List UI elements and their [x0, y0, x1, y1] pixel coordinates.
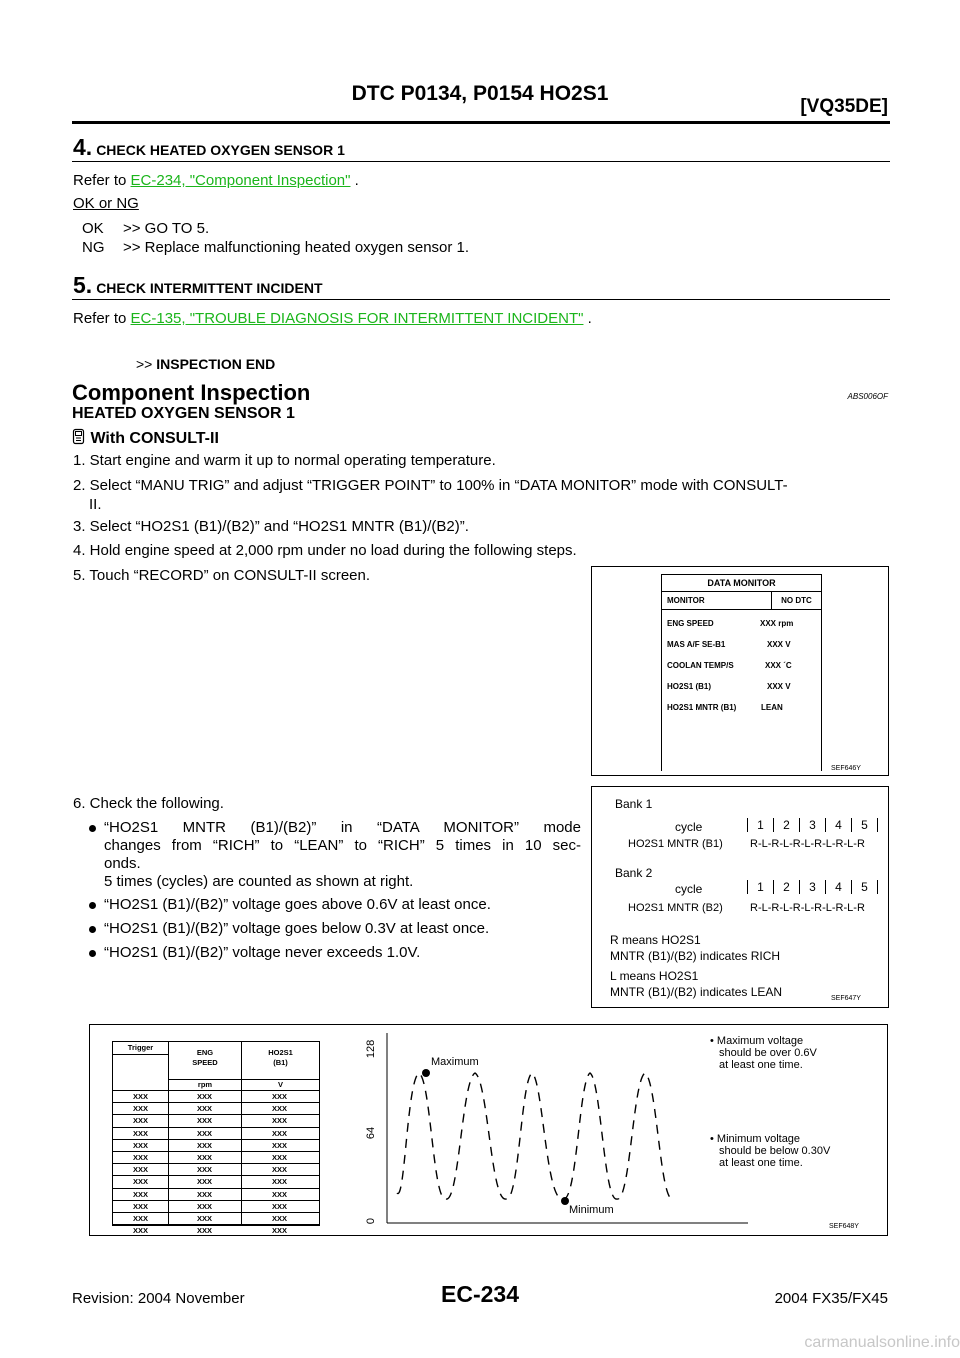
intermittent-incident-link[interactable]: EC-135, "TROUBLE DIAGNOSIS FOR INTERMITTENT INCIDENT"	[130, 310, 584, 327]
table-row	[113, 1139, 319, 1151]
step-title: CHECK INTERMITTENT INCIDENT	[96, 280, 323, 296]
table-cell: XXX	[271, 1128, 287, 1138]
monitor-item: HO2S1 (B1)	[667, 682, 712, 691]
refer-prefix: Refer to	[73, 172, 131, 189]
ho2s1-header-line: HO2S1	[268, 1048, 293, 1057]
table-cell: XXX	[271, 1152, 287, 1162]
maximum-label: Maximum	[431, 1056, 479, 1068]
bullet-line: “HO2S1 (B1)/(B2)” voltage goes below 0.3V at least once.	[104, 920, 490, 937]
subsection-title: HEATED OXYGEN SENSOR 1	[72, 405, 295, 422]
bullet-dot	[89, 902, 96, 909]
ok-label: OK	[82, 220, 104, 237]
check-bullet	[89, 896, 491, 914]
refer-line	[73, 310, 592, 328]
procedure-step: 6. Check the following.	[73, 795, 224, 812]
table-cell: XXX	[271, 1226, 287, 1236]
table-row	[113, 1212, 319, 1224]
check-bullet	[89, 944, 420, 962]
procedure-step: 4. Hold engine speed at 2,000 rpm under no load during the following steps.	[73, 542, 577, 559]
mntr-b2-pattern: R-L-R-L-R-L-R-L-R-L-R	[750, 902, 865, 914]
volt-unit: V	[277, 1080, 283, 1089]
ok-action: >> GO TO 5.	[123, 220, 210, 237]
bullet-line: “HO2S1 MNTR (B1)/(B2)” in “DATA MONITOR” mode	[104, 819, 581, 836]
monitor-value: XXX ´C	[765, 661, 792, 670]
table-cell: XXX	[196, 1226, 212, 1236]
note-line: • Minimum voltage	[710, 1133, 801, 1145]
table-row	[113, 1090, 319, 1102]
bullet-dot	[89, 926, 96, 933]
cycle-number: 4	[826, 880, 852, 894]
monitor-item: HO2S1 MNTR (B1)	[667, 703, 737, 712]
y-tick-label: 128	[365, 1039, 377, 1059]
table-row	[113, 1188, 319, 1200]
table-cell: XXX	[271, 1189, 287, 1199]
trigger-blank	[113, 1054, 168, 1091]
table-cell: XXX	[271, 1165, 287, 1175]
page-number: EC-234	[441, 1281, 519, 1307]
monitor-rows	[662, 613, 821, 718]
watermark: carmanualsonline.info	[804, 1334, 960, 1351]
ng-action: >> Replace malfunctioning heated oxygen sensor 1.	[123, 239, 470, 256]
table-cell: XXX	[196, 1128, 212, 1138]
cycle-number: 3	[800, 880, 826, 894]
end-arrow: >>	[136, 356, 153, 372]
header-rule	[72, 121, 890, 124]
table-cell: XXX	[271, 1213, 287, 1223]
figure-label: SEF648Y	[829, 1223, 859, 1230]
divider	[72, 161, 890, 162]
cycle-number: 1	[748, 880, 774, 894]
engine-code: [VQ35DE]	[800, 96, 888, 117]
cycle-numbers	[747, 880, 878, 894]
table-cell: XXX	[132, 1116, 148, 1126]
divider	[72, 299, 890, 300]
table-cell: XXX	[196, 1116, 212, 1126]
lean-legend-2: MNTR (B1)/(B2) indicates LEAN	[610, 985, 783, 999]
monitor-row	[667, 676, 821, 697]
rich-legend-2: MNTR (B1)/(B2) indicates RICH	[610, 949, 781, 963]
cycle-numbers	[747, 818, 878, 832]
table-cell: XXX	[196, 1165, 212, 1175]
minimum-point	[561, 1197, 569, 1205]
table-row	[113, 1224, 319, 1236]
eng-speed-header	[169, 1048, 241, 1068]
refer-suffix: .	[350, 172, 359, 189]
monitor-row	[667, 655, 821, 676]
table-cell: XXX	[132, 1165, 148, 1175]
rpm-unit: rpm	[197, 1080, 213, 1089]
step-number: 5.	[73, 272, 93, 298]
eng-header-line: ENG	[196, 1048, 214, 1057]
dtc-col-header: NO DTC	[781, 596, 812, 605]
section-title: Component Inspection	[72, 380, 311, 405]
table-cell: XXX	[132, 1213, 148, 1223]
bullet-dot	[89, 950, 96, 957]
table-cell: XXX	[196, 1140, 212, 1150]
cycle-label: cycle	[675, 882, 703, 896]
table-row	[113, 1200, 319, 1212]
lean-legend-1: L means HO2S1	[610, 969, 699, 983]
monitor-row	[667, 634, 821, 655]
table-cell: XXX	[196, 1201, 212, 1211]
bullet-line: onds.	[104, 855, 141, 872]
note-line: should be below 0.30V	[719, 1145, 831, 1157]
refer-line	[73, 172, 359, 190]
table-row	[113, 1127, 319, 1139]
table-cell: XXX	[196, 1092, 212, 1101]
rich-legend-1: R means HO2S1	[610, 933, 701, 947]
monitor-row	[667, 697, 821, 718]
cycle-number: 4	[826, 818, 852, 832]
waveform-figure	[89, 1024, 888, 1236]
table-cell: XXX	[132, 1189, 148, 1199]
table-row	[113, 1102, 319, 1114]
table-cell: XXX	[196, 1213, 212, 1223]
cycle-number: 3	[800, 818, 826, 832]
table-cell: XXX	[271, 1140, 287, 1150]
table-cell: XXX	[132, 1092, 148, 1101]
procedure-step: 3. Select “HO2S1 (B1)/(B2)” and “HO2S1 MNTR (B1)/(B2)”.	[73, 518, 469, 535]
cycle-number: 5	[852, 818, 878, 832]
check-bullet	[89, 920, 489, 938]
mntr-b1-pattern: R-L-R-L-R-L-R-L-R-L-R	[750, 838, 865, 850]
refer-prefix: Refer to	[73, 310, 131, 327]
table-cell: XXX	[196, 1152, 212, 1162]
note-line: at least one time.	[719, 1059, 803, 1071]
inspection-end	[136, 356, 275, 372]
bullet-line: 5 times (cycles) are counted as shown at right.	[104, 873, 414, 890]
table-cell: XXX	[132, 1140, 148, 1150]
monitor-col-header: MONITOR	[662, 592, 772, 609]
cycle-number: 2	[774, 818, 800, 832]
bank-1-label: Bank 1	[615, 797, 653, 811]
figure-label: SEF647Y	[831, 995, 861, 1002]
note-line: at least one time.	[719, 1157, 803, 1169]
table-cell: XXX	[132, 1104, 148, 1114]
table-cell: XXX	[196, 1104, 212, 1114]
step-5-heading	[73, 272, 323, 299]
section-code: ABS006OF	[847, 392, 888, 401]
procedure-step: 1. Start engine and warm it up to normal operating temperature.	[73, 452, 496, 469]
page-title: DTC P0134, P0154 HO2S1	[351, 82, 609, 105]
cycle-number: 5	[852, 880, 878, 894]
bullet-line: “HO2S1 (B1)/(B2)” voltage goes above 0.6V at least once.	[104, 896, 491, 913]
monitor-screen	[661, 574, 822, 771]
figure-label: SEF646Y	[831, 765, 861, 772]
table-cell: XXX	[271, 1201, 287, 1211]
ho2s1-header-line: (B1)	[273, 1058, 288, 1067]
table-row	[113, 1151, 319, 1163]
minimum-label: Minimum	[569, 1204, 614, 1216]
monitor-header-row	[662, 592, 821, 610]
monitor-value: XXX V	[767, 682, 791, 691]
component-inspection-link[interactable]: EC-234, "Component Inspection"	[130, 172, 351, 189]
maximum-point	[422, 1069, 430, 1077]
consult-heading	[72, 428, 219, 448]
table-cell: XXX	[271, 1116, 287, 1126]
table-cell: XXX	[271, 1104, 287, 1114]
table-cell: XXX	[132, 1177, 148, 1187]
cycle-number: 1	[748, 818, 774, 832]
procedure-step-cont: II.	[89, 496, 102, 513]
table-cell: XXX	[271, 1092, 287, 1101]
max-note	[710, 1035, 817, 1071]
step-number: 4.	[73, 134, 93, 160]
end-text: INSPECTION END	[156, 356, 276, 372]
monitor-value: XXX V	[767, 640, 791, 649]
voltage-waveform	[397, 1073, 673, 1199]
monitor-value: XXX rpm	[760, 619, 794, 628]
table-row	[113, 1175, 319, 1187]
refer-suffix: .	[583, 310, 592, 327]
table-cell: XXX	[132, 1128, 148, 1138]
table-cell: XXX	[132, 1226, 148, 1236]
bullet-line: changes from “RICH” to “LEAN” to “RICH” 5 times in 10 sec-	[104, 837, 581, 854]
table-row	[113, 1163, 319, 1175]
data-monitor-figure	[591, 566, 889, 776]
ho2s1-header	[242, 1048, 319, 1068]
monitor-row	[667, 613, 821, 634]
note-line: • Maximum voltage	[710, 1035, 804, 1047]
trigger-header: Trigger	[113, 1042, 169, 1055]
y-tick-label: 64	[365, 1126, 377, 1140]
data-rows	[113, 1090, 319, 1236]
revision-date: Revision: 2004 November	[72, 1290, 245, 1307]
mntr-b2-label: HO2S1 MNTR (B2)	[628, 902, 723, 914]
table-cell: XXX	[271, 1177, 287, 1187]
table-cell: XXX	[132, 1152, 148, 1162]
ng-label: NG	[82, 239, 105, 256]
cycle-number: 2	[774, 880, 800, 894]
procedure-step: 2. Select “MANU TRIG” and adjust “TRIGGER POINT” to 100% in “DATA MONITOR” mode with CONSULT-	[73, 477, 788, 494]
bullet-dot	[89, 825, 96, 832]
consult-label: With CONSULT-II	[90, 430, 219, 447]
bank-2-label: Bank 2	[615, 866, 653, 880]
monitor-title: DATA MONITOR	[662, 575, 821, 592]
table-cell: XXX	[196, 1177, 212, 1187]
ok-or-ng-label: OK or NG	[73, 195, 139, 212]
y-tick-label: 0	[365, 1217, 377, 1225]
vehicle-model: 2004 FX35/FX45	[774, 1290, 888, 1307]
consult-icon	[72, 428, 86, 445]
mntr-b1-label: HO2S1 MNTR (B1)	[628, 838, 723, 850]
eng-header-line: SPEED	[192, 1058, 218, 1067]
step-4-heading	[73, 134, 345, 161]
table-row	[113, 1114, 319, 1126]
table-cell: XXX	[132, 1201, 148, 1211]
cycle-label: cycle	[675, 820, 703, 834]
monitor-item: MAS A/F SE-B1	[667, 640, 726, 649]
procedure-step: 5. Touch “RECORD” on CONSULT-II screen.	[73, 567, 371, 584]
cycle-count-figure	[591, 786, 889, 1008]
step-title: CHECK HEATED OXYGEN SENSOR 1	[96, 142, 345, 158]
note-line: should be over 0.6V	[719, 1047, 817, 1059]
min-note	[710, 1133, 830, 1169]
monitor-item: COOLAN TEMP/S	[667, 661, 734, 670]
monitor-item: ENG SPEED	[667, 619, 714, 628]
monitor-value: LEAN	[761, 703, 783, 712]
check-bullet	[89, 819, 581, 891]
table-cell: XXX	[196, 1189, 212, 1199]
trigger-table	[112, 1041, 320, 1236]
bullet-line: “HO2S1 (B1)/(B2)” voltage never exceeds 1.0V.	[104, 944, 421, 961]
